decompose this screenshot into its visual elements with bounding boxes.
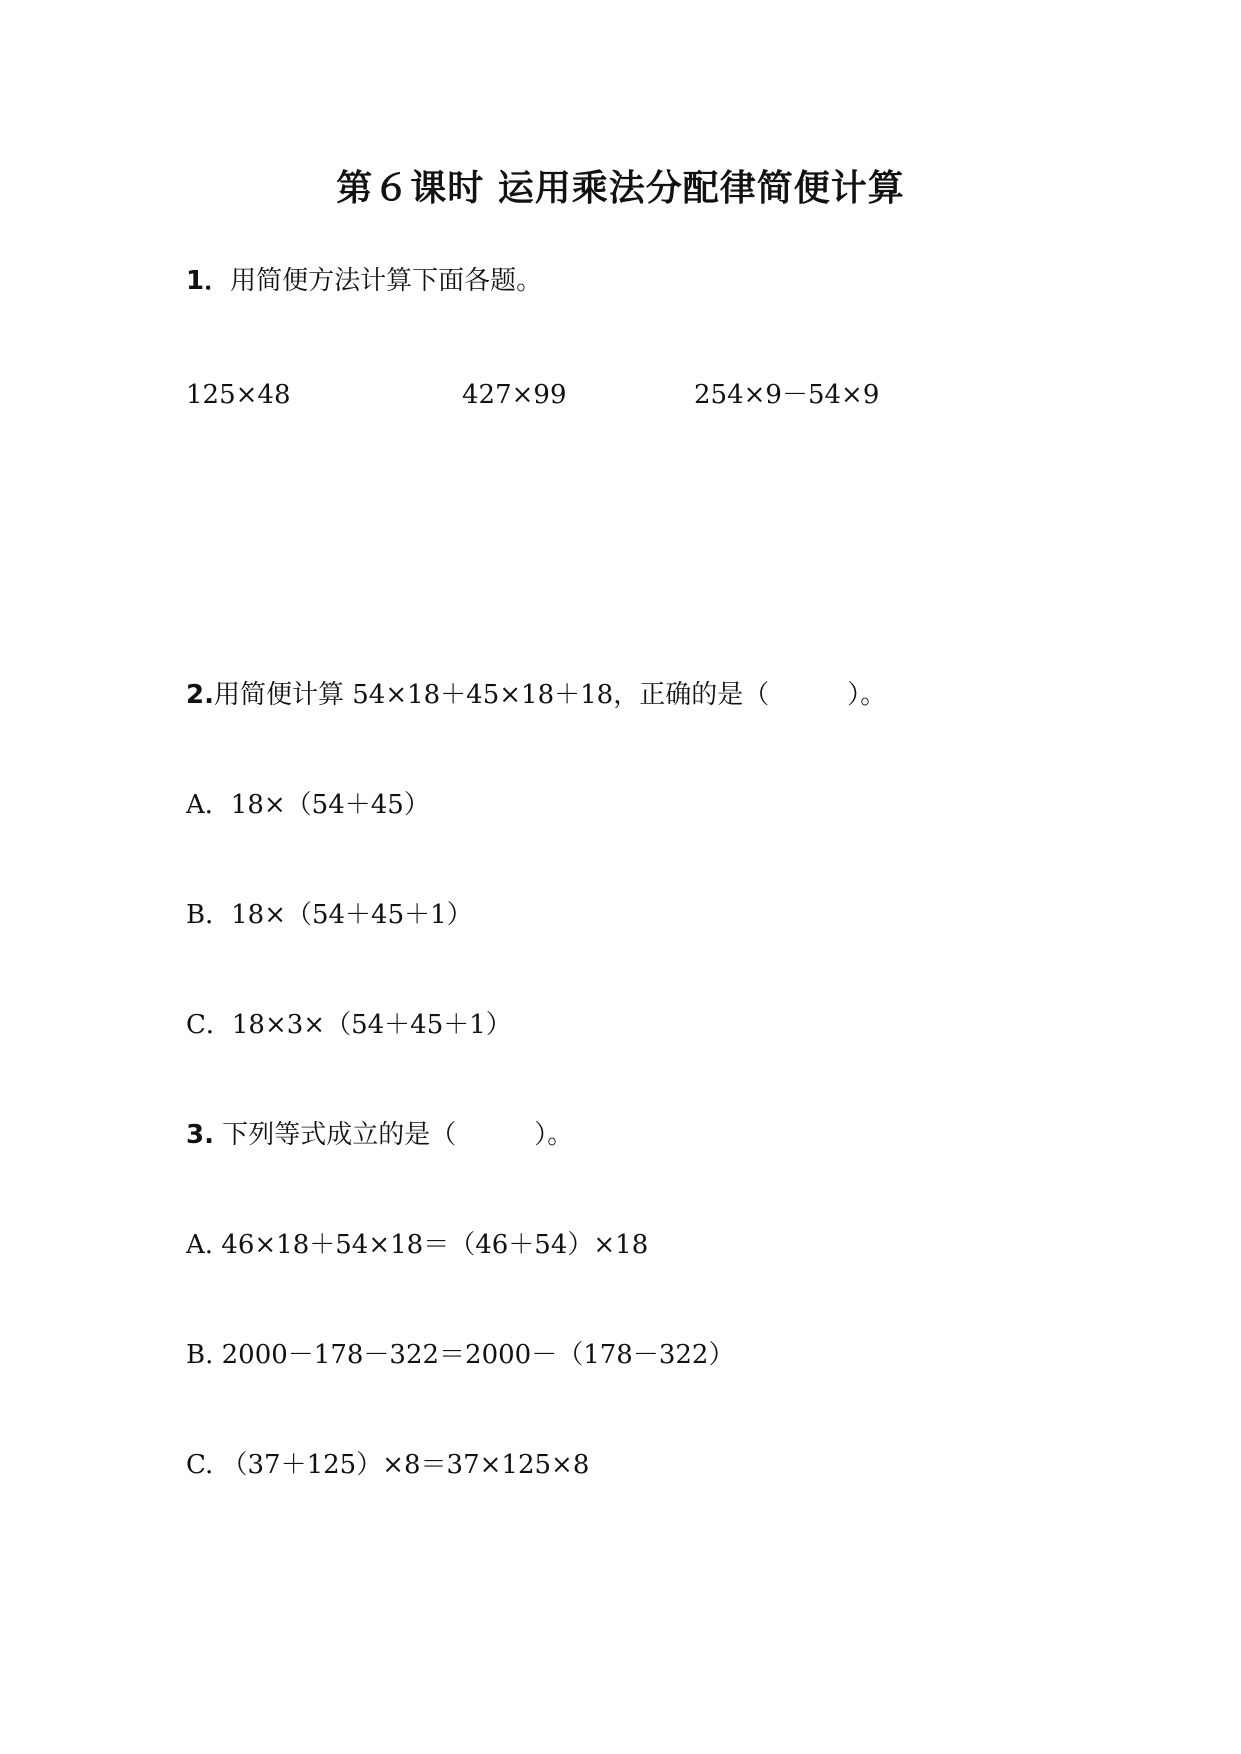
q2-option-b: B．18×（54＋45＋1） [186, 900, 473, 930]
question-3-prompt: 下列等式成立的是（ ）。 [213, 1120, 574, 1150]
question-1-number: 1． [186, 266, 231, 296]
q1-expression-1: 125×48 [186, 380, 291, 410]
question-2-number: 2. [186, 680, 214, 710]
q1-expression-3: 254×9－54×9 [694, 380, 880, 410]
question-2-prompt: 用简便计算 54×18＋45×18＋18，正确的是（ ）。 [213, 680, 887, 710]
question-1 [186, 266, 542, 297]
q3-option-a: A. 46×18＋54×18＝（46＋54）×18 [186, 1230, 649, 1260]
q3-option-b: B. 2000－178－322＝2000－（178－322） [186, 1340, 735, 1370]
q3-option-c: C. （37＋125）×8＝37×125×8 [186, 1450, 590, 1480]
page-title: 第６课时 运用乘法分配律简便计算 [336, 168, 905, 209]
q2-option-a: A．18×（54＋45） [186, 790, 430, 820]
question-1-prompt: 用简便方法计算下面各题。 [230, 266, 543, 296]
question-2 [186, 680, 886, 711]
question-3-number: 3. [186, 1120, 214, 1150]
q1-expression-2: 427×99 [462, 380, 567, 410]
q2-option-c: C．18×3×（54＋45＋1） [186, 1010, 512, 1040]
question-3 [186, 1120, 573, 1151]
